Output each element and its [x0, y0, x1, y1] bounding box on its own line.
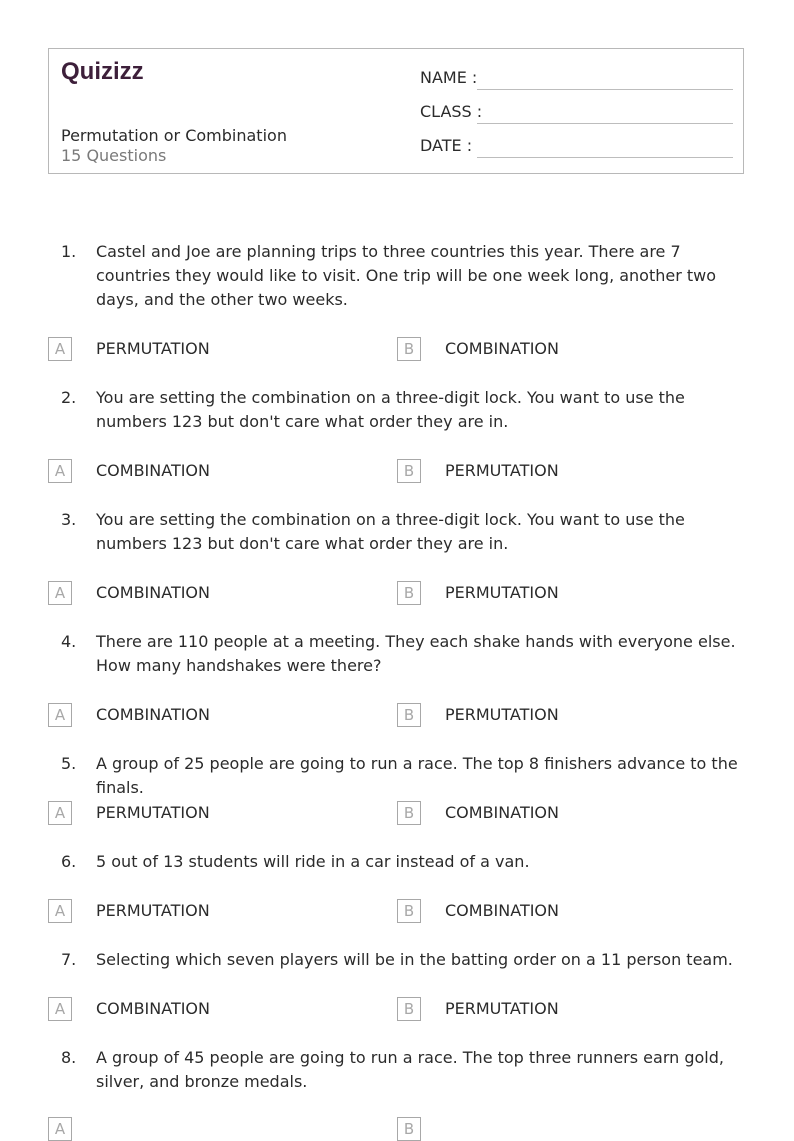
- question-1-option-b[interactable]: [397, 337, 697, 361]
- option-letter-box: B: [397, 801, 421, 825]
- name-label: NAME :: [420, 68, 478, 87]
- question-number: 7.: [61, 950, 77, 969]
- option-text: PERMUTATION: [96, 901, 210, 920]
- question-text: You are setting the combination on a three-digit lock. You want to use the numbers 123 but don't care what order they are in.: [96, 510, 685, 553]
- option-text: COMBINATION: [96, 705, 210, 724]
- name-line[interactable]: [477, 89, 733, 90]
- name-field[interactable]: [420, 68, 733, 92]
- option-text: COMBINATION: [96, 999, 210, 1018]
- option-letter-box: B: [397, 459, 421, 483]
- option-text: COMBINATION: [445, 339, 559, 358]
- question-4-option-b[interactable]: [397, 703, 697, 727]
- question-8-option-a[interactable]: [48, 1117, 348, 1141]
- option-text: COMBINATION: [445, 803, 559, 822]
- option-text: PERMUTATION: [96, 803, 210, 822]
- question-1-option-a[interactable]: [48, 337, 348, 361]
- worksheet-title: Permutation or Combination: [61, 126, 287, 145]
- option-letter-box: B: [397, 337, 421, 361]
- option-text: COMBINATION: [445, 901, 559, 920]
- option-letter-box: A: [48, 337, 72, 361]
- logo-wordmark: Quizizz: [61, 58, 144, 85]
- option-letter-box: B: [397, 997, 421, 1021]
- option-text: PERMUTATION: [445, 999, 559, 1018]
- option-text: PERMUTATION: [445, 461, 559, 480]
- option-letter-box: A: [48, 1117, 72, 1141]
- question-text: A group of 45 people are going to run a race. The top three runners earn gold, silver, and bronze medals.: [96, 1048, 724, 1091]
- question-number: 6.: [61, 852, 77, 871]
- question-8-option-b[interactable]: [397, 1117, 697, 1141]
- question-3-option-a[interactable]: [48, 581, 348, 605]
- option-letter-box: B: [397, 899, 421, 923]
- question-5-option-a[interactable]: [48, 801, 348, 825]
- class-line[interactable]: [477, 123, 733, 124]
- option-letter-box: A: [48, 801, 72, 825]
- class-field[interactable]: [420, 102, 733, 126]
- question-number: 2.: [61, 388, 77, 407]
- question-text: There are 110 people at a meeting. They each shake hands with everyone else. How many handshakes were there?: [96, 632, 736, 675]
- question-text: 5 out of 13 students will ride in a car instead of a van.: [96, 852, 530, 871]
- option-letter-box: B: [397, 581, 421, 605]
- option-letter-box: A: [48, 459, 72, 483]
- question-number: 4.: [61, 632, 77, 651]
- option-text: COMBINATION: [96, 583, 210, 602]
- question-2-option-a[interactable]: [48, 459, 348, 483]
- worksheet-header: [48, 48, 744, 174]
- option-letter-box: A: [48, 997, 72, 1021]
- option-text: COMBINATION: [96, 461, 210, 480]
- quizizz-logo: [61, 57, 153, 87]
- class-label: CLASS :: [420, 102, 483, 121]
- date-label: DATE :: [420, 136, 473, 155]
- question-text: You are setting the combination on a three-digit lock. You want to use the numbers 123 but don't care what order they are in.: [96, 388, 685, 431]
- date-line[interactable]: [477, 157, 733, 158]
- question-number: 3.: [61, 510, 77, 529]
- question-3-option-b[interactable]: [397, 581, 697, 605]
- question-5-option-b[interactable]: [397, 801, 697, 825]
- question-2-option-b[interactable]: [397, 459, 697, 483]
- question-6-option-a[interactable]: [48, 899, 348, 923]
- question-number: 8.: [61, 1048, 77, 1067]
- question-number: 5.: [61, 754, 77, 773]
- option-letter-box: B: [397, 1117, 421, 1141]
- option-letter-box: A: [48, 899, 72, 923]
- option-text: PERMUTATION: [445, 583, 559, 602]
- option-text: PERMUTATION: [96, 339, 210, 358]
- question-4-option-a[interactable]: [48, 703, 348, 727]
- question-7-option-a[interactable]: [48, 997, 348, 1021]
- question-7-option-b[interactable]: [397, 997, 697, 1021]
- date-field[interactable]: [420, 136, 733, 160]
- option-letter-box: A: [48, 703, 72, 727]
- question-text: Selecting which seven players will be in the batting order on a 11 person team.: [96, 950, 733, 969]
- question-count: 15 Questions: [61, 146, 167, 165]
- question-6-option-b[interactable]: [397, 899, 697, 923]
- option-letter-box: A: [48, 581, 72, 605]
- option-text: PERMUTATION: [445, 705, 559, 724]
- question-text: Castel and Joe are planning trips to three countries this year. There are 7 countries they would like to visit. One trip will be one week long, another two days, and the other two weeks.: [96, 242, 717, 309]
- question-number: 1.: [61, 242, 77, 261]
- question-text: A group of 25 people are going to run a race. The top 8 finishers advance to the finals.: [96, 754, 738, 797]
- option-letter-box: B: [397, 703, 421, 727]
